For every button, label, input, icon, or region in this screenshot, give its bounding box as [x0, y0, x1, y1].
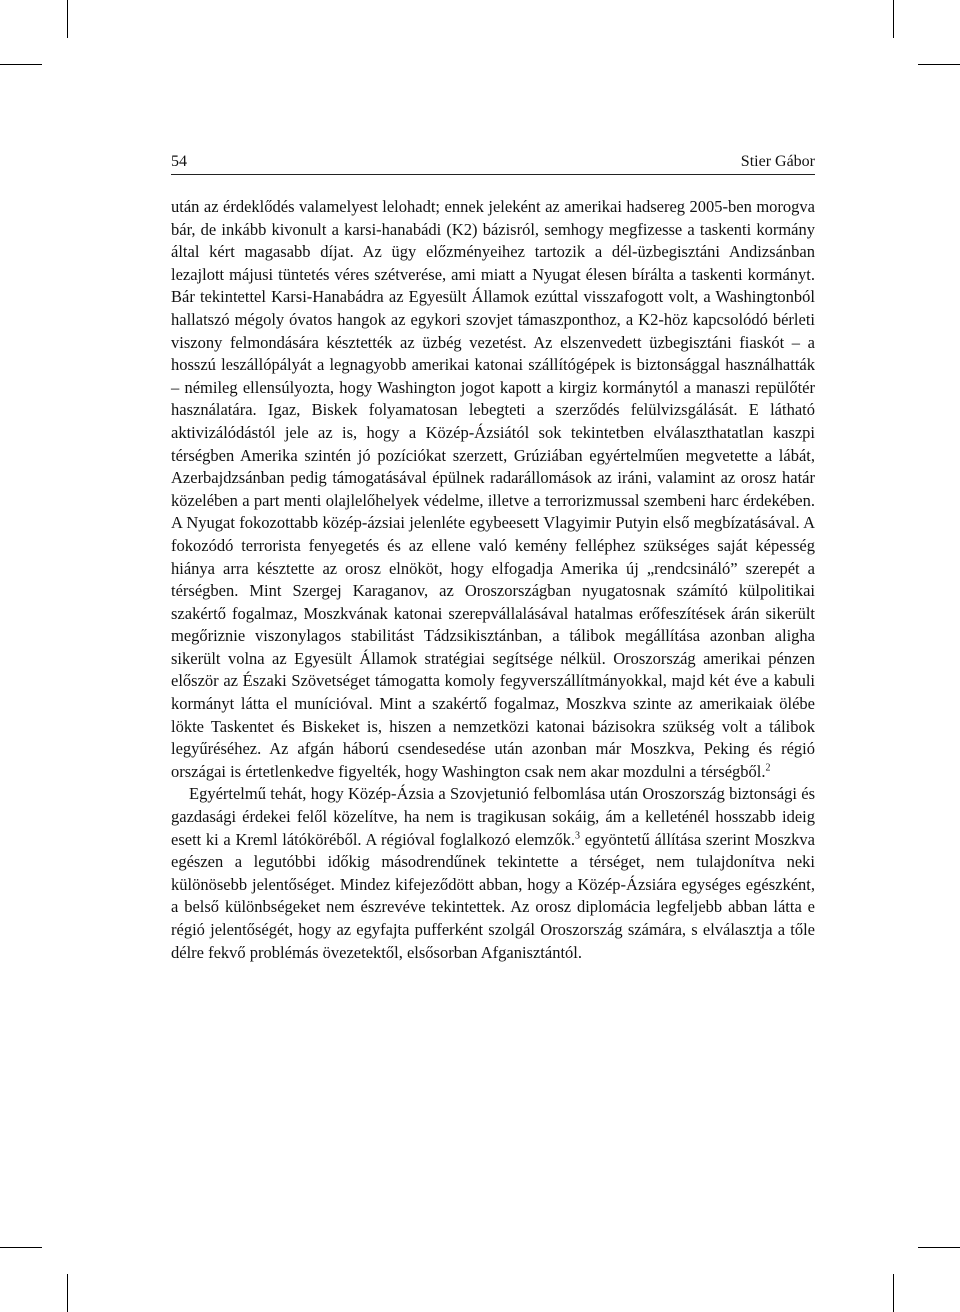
paragraph-1	[171, 196, 815, 783]
crop-mark-left-top	[0, 64, 42, 65]
paragraph-1-text: után az érdeklődés valamelyest lelohadt; ennek jeleként az amerikai hadsereg 2005-ben morogva bár, de inkább kivonult a karsi-hanabádi (K2) bázisról, semhogy megfizesse a taskenti kormány által kért magasabb díjat. Az ügy előzményeihez tartozik a dél-üzbegisztáni Andizsánban lezajlott májusi tüntetés véres szétverése, ami miatt a Nyugat élesen bírálta a taskenti kormányt. Bár tekintettel Karsi-Hanabádra az Egyesült Államok ezúttal visszafogott volt, a Washingtonból hallatszó mégoly óvatos hangok az egykori szovjet támaszponthoz, a K2-höz kapcsolódó bérleti viszony felmondására késztették az üzbég vezetést. Az elszenvedett üzbegisztáni fiaskót – a hosszú leszállópályát a legnagyobb amerikai katonai szállítógépek is biztonsággal használhatták – némileg ellensúlyozta, hogy Washington jogot kapott a kirgiz kormánytól a manaszi repülőtér használatára. Igaz, Biskek folyamatosan lebegteti a szerződés felülvizsgálását. E látható aktivizálódástól jele az is, hogy a Közép-Ázsiától sok tekintetben elválaszthatatlan kaszpi térségben Amerika szintén jó pozíciókat szerzett, Grúziában egyértelműen megvetette a lábát, Azerbajdzsánban pedig támogatásával épülnek radarállomások az iráni, valamint az orosz határ közelében a part menti olajlelőhelyek védelme, illetve a terrorizmussal szembeni harc érdekében. A Nyugat fokozottabb közép-ázsiai jelenléte egybeesett Vlagyimir Putyin első megbízatásával. A fokozódó terrorista fenyegetés és az ellene való kemény felléphez szükséges saját képesség hiánya arra késztette az orosz elnököt, hogy elfogadja Amerika új „rendcsináló” szerepét a térségben. Mint Szergej Karaganov, az Oroszországban nyugatosnak számító külpolitikai szakértő fogalmaz, Moszkvának katonai szerepvállalásával hatalmas erőfeszítések árán sikerült megőriznie viszonylagos stabilitást Tádzsikisztánban, a tálibok megállítása azonban aligha sikerült volna az Egyesült Államok stratégiai segítsége nélkül. Oroszország amerikai pénzen először az Északi Szövetséget támogatta komoly fegyverszállítmányokkal, majd két éve a kabuli kormányt látta el munícióval. Mint a szakértő fogalmaz, Moszkva szinte az amerikaiak ölébe lökte Taskentet és Biskeket is, hiszen a nemzetközi katonai bázisokra szükség volt a tálibok legyűréséhez. Az afgán háború csendesedése után azonban már Moszkva, Peking és régió országai is értetlenkedve figyelték, hogy Washington csak nem akar mozdulni a térségből.	[171, 197, 815, 781]
crop-mark-right-bottom	[918, 1247, 960, 1248]
crop-mark-right-top	[918, 64, 960, 65]
crop-mark-top-left	[67, 0, 68, 38]
running-head-author: Stier Gábor	[740, 153, 815, 170]
paragraph-2	[171, 783, 815, 964]
crop-mark-bottom-right	[893, 1274, 894, 1312]
crop-mark-top-right	[893, 0, 894, 38]
paragraph-2-text-before: Egyértelmű tehát, hogy Közép-Ázsia a Szovjetunió felbomlása után Oroszország biztonsági és gazdasági érdekei felől közelítve, ha nem is tragikusan sokáig, ám a kelleténél hosszabb ideig esett ki a Kreml látóköréből. A régióval foglalkozó elemzők.	[171, 784, 815, 849]
paragraph-2-text-after: egyöntetű állítása szerint Moszkva egészen a legutóbbi időkig másodrendűnek tekintette a térséget, nem tulajdonítva neki különösebb jelentőséget. Mindez kifejeződött abban, hogy a Közép-Ázsiára egységes egészként, a belső különbségeket nem észrevéve tekintettek. Az orosz diplomácia legfeljebb abban látta e régió jelentőségét, hogy az egyfajta pufferként szolgál Oroszország számára, s elválasztja a tőle délre fekvő problémás övezetektől, elsősorban Afganisztántól.	[171, 829, 816, 962]
footnote-ref-2: 2	[765, 762, 771, 774]
crop-mark-bottom-left	[67, 1274, 68, 1312]
page-header	[171, 152, 815, 175]
footnote-ref-3: 3	[575, 830, 581, 842]
body-text	[171, 196, 815, 964]
page-number: 54	[171, 153, 187, 170]
crop-mark-left-bottom	[0, 1247, 42, 1248]
